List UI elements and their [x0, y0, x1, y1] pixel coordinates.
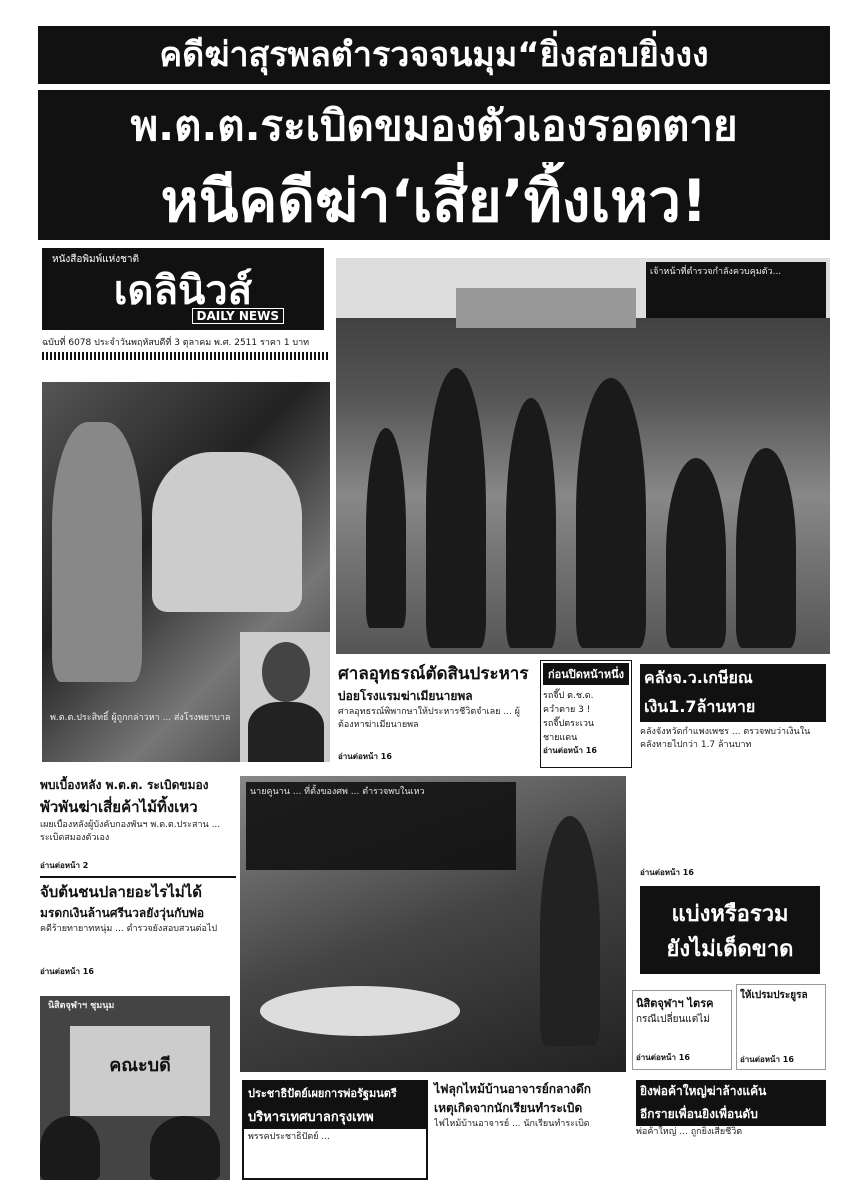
crowd-photo-caption: เจ้าหน้าที่ตำรวจกำลังควบคุมตัว...: [650, 267, 782, 277]
court-article-title: ศาลอุทธรณ์ตัดสินประหาร: [338, 664, 529, 684]
before-press-continuation: อ่านต่อหน้า 16: [543, 746, 597, 755]
shoot-article-title: ยิงพ่อค้าใหญ่ฆ่าล้างแค้น: [636, 1080, 826, 1103]
before-press-item: รถจี๊ป ต.ช.ด.: [543, 691, 594, 701]
headline-top: คดีฆ่าสุรพลตำรวจจนมุม“ยิ่งสอบยิ่งงง: [38, 26, 830, 84]
catch-article-subtitle: มรดกเงินล้านศรีนวลยังวุ่นกับพ่อ: [40, 906, 205, 920]
masthead-name: เดลินิวส์: [113, 267, 253, 314]
hospital-photo-caption: พ.ต.ต.ประสิทธิ์ ผู้ถูกกล่าวหา ... ส่งโรงพยาบาล: [50, 713, 231, 723]
found-article: [40, 776, 236, 872]
shoot-article: [636, 1080, 826, 1180]
scene-photo-caption: นายคูนาน ... ที่ตั้งของศพ ... ตำรวจพบในเหว: [250, 787, 425, 797]
dateline: ฉบับที่ 6078 ประจำวันพฤหัสบดีที่ 3 ตุลาคม พ.ศ. 2511 ราคา 1 บาท: [42, 338, 310, 348]
democracy-article-body: พรรคประชาธิปัตย์ ...: [248, 1132, 330, 1142]
shoot-article-body: พ่อค้าใหญ่ ... ถูกยิงเสียชีวิต: [636, 1127, 743, 1137]
shoot-article-subtitle: อีกรายเพื่อนยิงเพื่อนดับ: [636, 1103, 826, 1126]
found-article-subtitle: พัวพันฆ่าเสี่ยค้าไม้ทิ้งเหว: [40, 798, 198, 816]
student-article-subtitle: กรณีเปลี่ยนแต่ไม่: [636, 1014, 710, 1025]
divide-banner-line2: ยังไม่เด็ดขาด: [666, 937, 794, 962]
democracy-article: [242, 1080, 428, 1180]
democracy-article-subtitle: บริหารเทศบาลกรุงเทพ: [244, 1104, 426, 1129]
divider: [40, 876, 236, 878]
treasury-article-continuation: อ่านต่อหน้า 16: [640, 868, 694, 877]
person-silhouette: [576, 378, 646, 648]
student-article-title: นิสิตจุฬาฯ ไตรค: [636, 997, 714, 1010]
court-article-subtitle: บ่อยโรงแรมฆ่าเมียนายพล: [338, 689, 473, 703]
court-article-body: ศาลอุทธรณ์พิพากษาให้ประหารชีวิตจำเลย ... ผู้ต้องหาฆ่าเมียนายพล: [338, 707, 520, 730]
patient-figure: [152, 452, 302, 612]
standing-figure: [540, 816, 600, 1046]
student-article: [632, 990, 732, 1070]
masthead-name-en: DAILY NEWS: [192, 308, 284, 324]
scene-photo: [240, 776, 626, 1072]
headline-main-1: พ.ต.ต.ระเบิดขมองตัวเองรอดตาย: [38, 90, 830, 162]
treasury-article-subtitle: เงิน1.7ล้านหาย: [640, 693, 826, 722]
headline-main-2: หนีคดีฆ่า‘เสี่ย’ทิ้งเหว!: [38, 162, 830, 240]
democracy-article-title: ประชาธิปัตย์เผยการพ่อรัฐมนตรี: [244, 1082, 426, 1104]
right-small-article: [736, 984, 826, 1070]
poster-board: [70, 1026, 210, 1116]
portrait-head: [262, 642, 310, 702]
catch-article-title: จับต้นชนปลายอะไรไม่ได้: [40, 883, 203, 901]
court-article: [338, 660, 538, 760]
fire-article-subtitle: เหตุเกิดจากนักเรียนทำระเบิด: [434, 1101, 583, 1115]
found-article-title: พบเบื้องหลัง พ.ต.ต. ระเบิดขมอง: [40, 778, 209, 792]
audience-head: [150, 1116, 220, 1180]
fire-article: [434, 1080, 630, 1180]
treasury-article: [640, 664, 826, 880]
divide-banner: [640, 886, 820, 974]
masthead-tagline: หนังสือพิมพ์แห่งชาติ: [52, 254, 140, 265]
portrait-body: [248, 702, 324, 762]
catch-article-body: คดีร้ายทายาทหนุ่ม ... ตำรวจยังสอบสวนต่อไป: [40, 924, 218, 934]
divide-banner-line1: แบ่งหรือรวม: [671, 902, 789, 927]
person-silhouette: [666, 458, 726, 648]
before-press-box: [540, 660, 632, 768]
masthead: [42, 248, 324, 330]
found-article-continuation: อ่านต่อหน้า 2: [40, 861, 89, 870]
found-article-body: เผยเบื้องหลังผู้บังคับกองพันฯ พ.ต.ต.ประสาน ... ระเบิดสมองตัวเอง: [40, 820, 221, 843]
covered-body: [260, 986, 460, 1036]
fire-article-title: ไฟลุกไหม้บ้านอาจารย์กลางดึก: [434, 1082, 592, 1096]
catch-article: [40, 880, 236, 990]
treasury-article-body: คลังจังหวัดกำแพงเพชร ... ตรวจพบว่าเงินในคลังหายไปกว่า 1.7 ล้านบาท: [640, 727, 811, 750]
poster-photo-label: นิสิตจุฬาฯ ชุมนุม: [48, 1001, 115, 1011]
right-small-article-title: ให้เปรมประยูรล: [740, 990, 808, 1001]
decorative-rule: [42, 352, 330, 360]
audience-head: [40, 1116, 100, 1180]
scene-photo-caption-box: [246, 782, 516, 870]
portrait-photo: [240, 632, 330, 762]
person-silhouette: [366, 428, 406, 628]
treasury-article-title: คลังจ.ว.เกษียณ: [640, 664, 826, 693]
person-silhouette: [736, 448, 796, 648]
crowd-photo-caption-box: [646, 262, 826, 318]
right-small-article-continuation: อ่านต่อหน้า 16: [740, 1055, 794, 1064]
before-press-item: รถจี๊ปตระเวน ชายแดน: [543, 719, 595, 743]
crowd-photo: [336, 258, 830, 654]
poster-photo: [40, 996, 230, 1180]
nurse-figure: [52, 422, 142, 682]
poster-sign-text: คณะบดี: [109, 1055, 171, 1076]
person-silhouette: [426, 368, 486, 648]
person-silhouette: [506, 398, 556, 648]
fire-article-body: ไฟไหม้บ้านอาจารย์ ... นักเรียนทำระเบิด: [434, 1119, 590, 1129]
student-article-continuation: อ่านต่อหน้า 16: [636, 1053, 690, 1062]
court-article-continuation: อ่านต่อหน้า 16: [338, 752, 392, 761]
before-press-label: ก่อนปิดหน้าหนึ่ง: [543, 663, 629, 685]
building: [456, 288, 636, 328]
before-press-item: ควำตาย 3 !: [543, 705, 591, 715]
catch-article-continuation: อ่านต่อหน้า 16: [40, 967, 94, 976]
